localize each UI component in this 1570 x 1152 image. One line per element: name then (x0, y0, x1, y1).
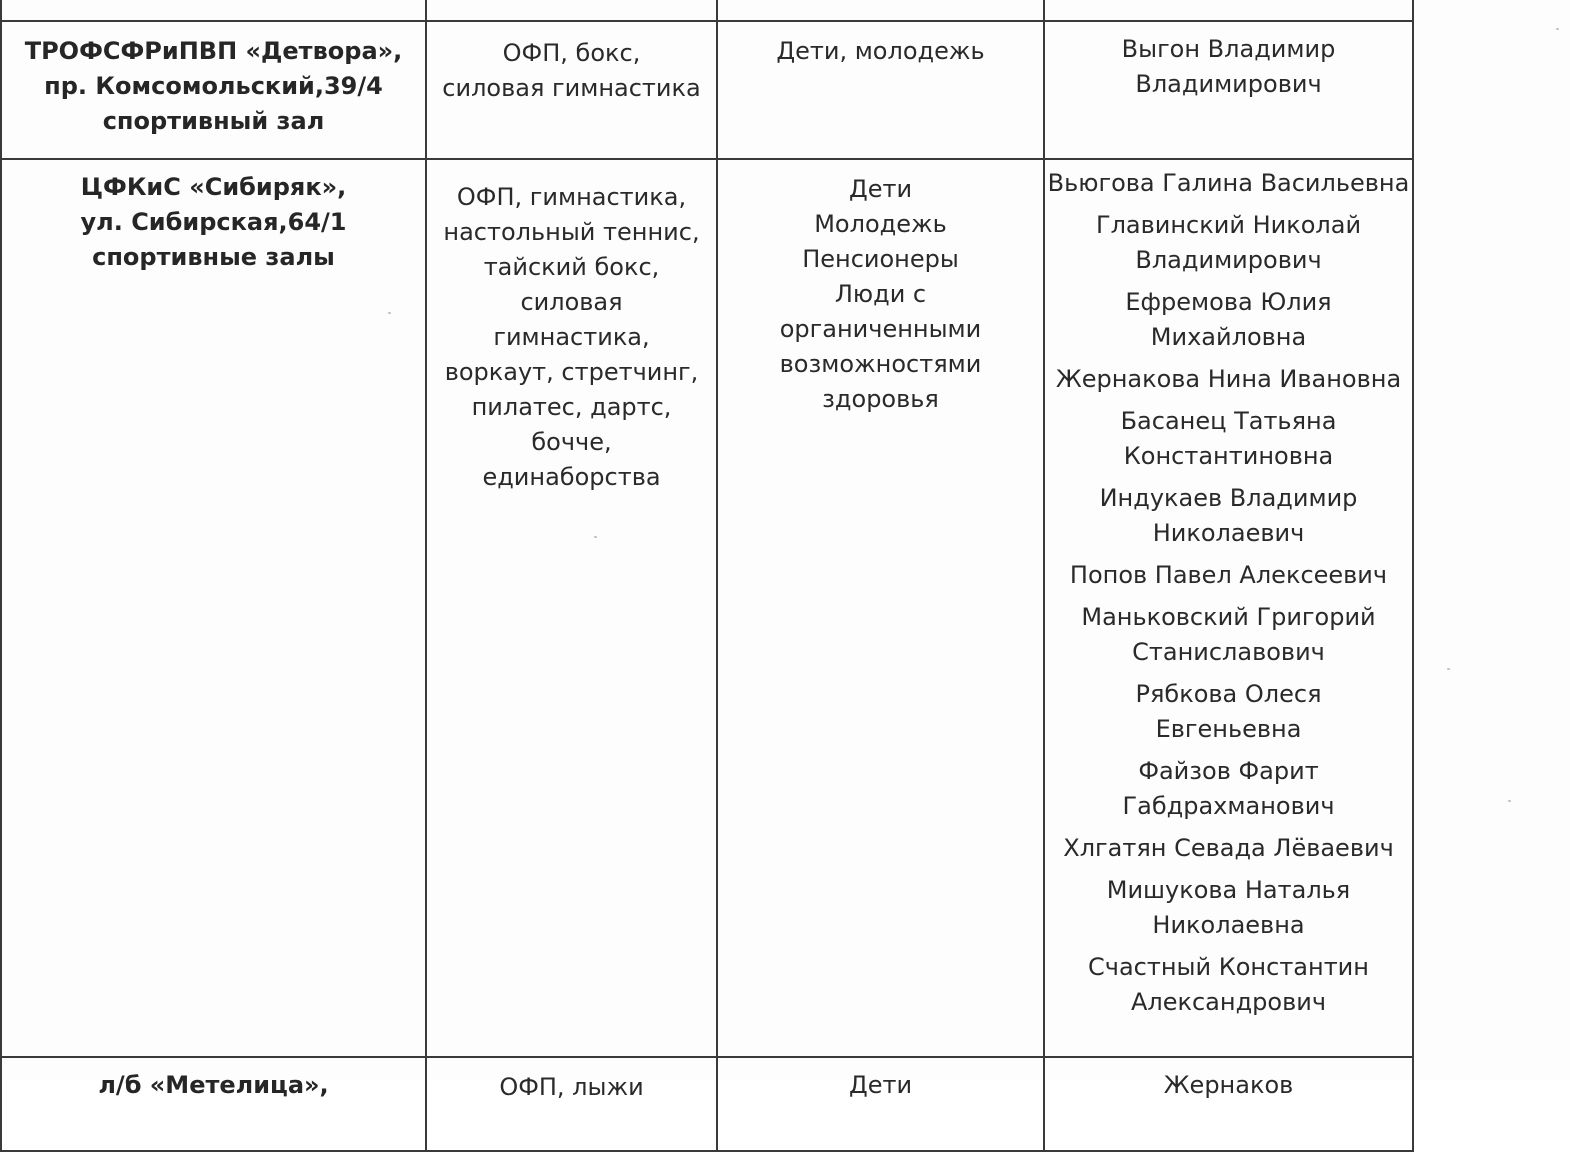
audience-cell (717, 1057, 1044, 1151)
cut-off-cell (426, 0, 717, 21)
audience-line: Дети, молодежь (776, 37, 985, 65)
activity-line: пилатес, дартс, (471, 393, 672, 421)
trainer-entry (1045, 873, 1412, 943)
trainer-name-line: Вьюгова Галина Васильевна (1047, 169, 1410, 197)
audience-line: Дети (848, 175, 913, 203)
trainer-entry (1045, 481, 1412, 551)
trainer-name-line: Жернакова Нина Ивановна (1055, 365, 1402, 393)
audience-line: Дети (848, 1071, 913, 1099)
trainers-cell (1044, 21, 1413, 159)
trainer-entry (1045, 32, 1412, 102)
organization-venue: спортивный зал (102, 107, 325, 135)
activity-line: бочче, (531, 428, 612, 456)
activities-cell (426, 21, 717, 159)
scan-speck (388, 312, 391, 314)
table-row (1, 1057, 1413, 1151)
trainers-cell (1044, 1057, 1413, 1151)
trainer-name-line: Габдрахманович (1122, 792, 1335, 820)
trainer-entry (1045, 677, 1412, 747)
activities-cell (426, 159, 717, 1057)
audience-cell (717, 159, 1044, 1057)
audience-line: Пенсионеры (802, 245, 959, 273)
cut-off-cell (717, 0, 1044, 21)
activity-line: силовая (520, 288, 623, 316)
audience-line: возможностями (779, 350, 982, 378)
organization-cell (1, 21, 426, 159)
trainer-entry (1045, 558, 1412, 593)
trainer-name-line: Главинский Николай (1095, 211, 1362, 239)
trainer-name-line: Ефремова Юлия (1125, 288, 1332, 316)
organization-name: ЦФКиС «Сибиряк», (80, 173, 347, 201)
trainer-entry (1045, 404, 1412, 474)
organization-venue: спортивные залы (92, 243, 335, 271)
scan-speck (1556, 28, 1559, 30)
scan-speck (1508, 800, 1511, 802)
activity-line: гимнастика, (493, 323, 650, 351)
table-row (1, 159, 1413, 1057)
trainer-entry (1045, 950, 1412, 1020)
trainers-cell (1044, 159, 1413, 1057)
table-row-cut-off (1, 0, 1413, 21)
trainer-name-line: Мишукова Наталья (1106, 876, 1351, 904)
trainer-name-line: Владимирович (1135, 70, 1322, 98)
organization-address: пр. Комсомольский,39/4 (44, 72, 383, 100)
organization-address: ул. Сибирская,64/1 (80, 208, 347, 236)
activity-line: ОФП, гимнастика, (456, 183, 687, 211)
trainer-name-line: Счастный Константин (1088, 953, 1369, 981)
activity-line: ОФП, лыжи (499, 1073, 644, 1101)
activity-line: тайский бокс, (483, 253, 660, 281)
audience-line: органиченными (779, 315, 982, 343)
organization-name: л/б «Метелица», (98, 1071, 329, 1099)
trainer-entry (1045, 362, 1412, 397)
trainer-entry (1045, 208, 1412, 278)
scan-speck (1447, 668, 1450, 670)
trainer-name-line: Маньковский Григорий (1081, 603, 1376, 631)
cut-off-cell (1044, 0, 1413, 21)
trainer-name-line: Выгон Владимир (1121, 35, 1336, 63)
activity-line: настольный теннис, (443, 218, 700, 246)
organization-name: ТРОФСФРиПВП «Детвора», (24, 37, 403, 65)
trainer-name-line: Жернаков (1163, 1071, 1294, 1099)
audience-line: Люди с (834, 280, 927, 308)
trainer-name-line: Файзов Фарит (1138, 757, 1319, 785)
trainer-name-line: Александрович (1130, 988, 1327, 1016)
trainer-name-line: Попов Павел Алексеевич (1069, 561, 1388, 589)
organization-cell (1, 1057, 426, 1151)
audience-cell (717, 21, 1044, 159)
trainer-name-line: Индукаев Владимир (1099, 484, 1358, 512)
trainer-name-line: Рябкова Олеся (1135, 680, 1322, 708)
trainer-entry (1045, 285, 1412, 355)
organization-cell (1, 159, 426, 1057)
trainer-entry (1045, 831, 1412, 866)
trainer-name-line: Владимирович (1135, 246, 1322, 274)
audience-line: Молодежь (814, 210, 947, 238)
trainer-entry (1045, 754, 1412, 824)
activities-cell (426, 1057, 717, 1151)
activity-line: единаборства (482, 463, 661, 491)
trainer-name-line: Николаевич (1152, 519, 1305, 547)
trainer-name-line: Константиновна (1123, 442, 1334, 470)
trainer-name-line: Хлгатян Севада Лёваевич (1063, 834, 1394, 862)
trainer-entry (1045, 600, 1412, 670)
scan-speck (594, 536, 597, 538)
table-row (1, 21, 1413, 159)
trainer-name-line: Евгеньевна (1155, 715, 1302, 743)
trainer-name-line: Николаевна (1152, 911, 1305, 939)
trainer-entry (1045, 1068, 1412, 1103)
audience-line: здоровья (822, 385, 939, 413)
activity-line: силовая гимнастика (442, 74, 701, 102)
trainer-name-line: Станиславович (1132, 638, 1325, 666)
trainer-name-line: Басанец Татьяна (1120, 407, 1337, 435)
trainer-entry (1045, 166, 1412, 201)
trainer-name-line: Михайловна (1150, 323, 1307, 351)
activity-line: воркаут, стретчинг, (444, 358, 699, 386)
cut-off-cell (1, 0, 426, 21)
activity-line: ОФП, бокс, (502, 39, 641, 67)
